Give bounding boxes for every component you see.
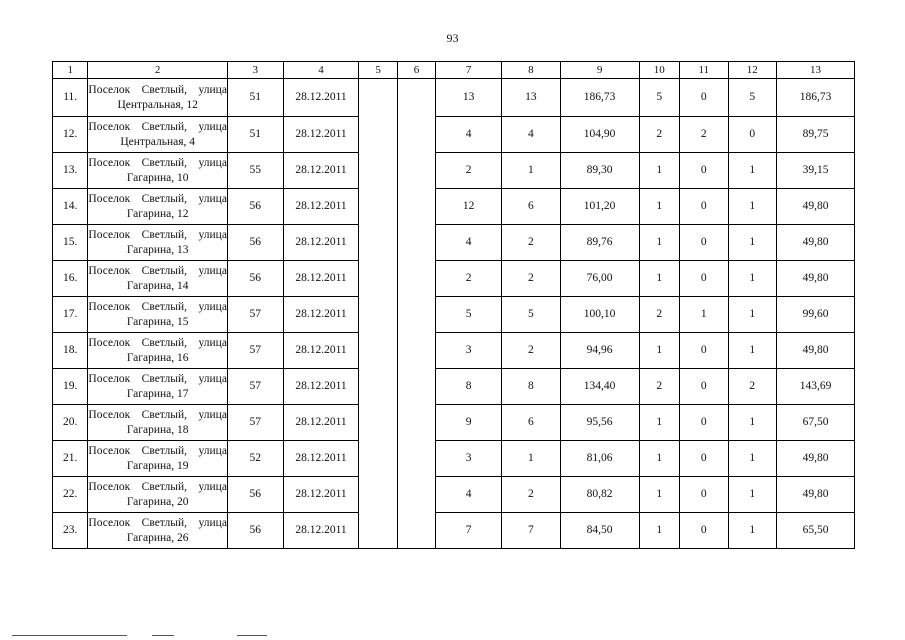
address-cell: [88, 405, 228, 441]
value-cell-c6: [397, 405, 435, 441]
value-cell-c4: 28.12.2011: [283, 261, 359, 297]
value-cell-c11: 2: [679, 117, 728, 153]
value-cell-c8: 13: [501, 79, 560, 117]
value-cell-c6: [397, 369, 435, 405]
address-cell: [88, 153, 228, 189]
column-header: 7: [436, 62, 502, 79]
value-cell-c7: 12: [436, 189, 502, 225]
value-cell-c8: 6: [501, 405, 560, 441]
address-line-1: Поселок Светлый, улица: [88, 408, 227, 421]
address-cell: [88, 333, 228, 369]
column-header: 12: [728, 62, 777, 79]
value-cell-c5: [359, 297, 397, 333]
value-cell-c9: 89,76: [560, 225, 639, 261]
value-cell-c9: 76,00: [560, 261, 639, 297]
value-cell-c10: 1: [639, 441, 679, 477]
table-row: [53, 297, 855, 333]
address-cell: [88, 369, 228, 405]
value-cell-c3: 57: [227, 369, 283, 405]
address-line-1: Поселок Светлый, улица: [88, 192, 227, 205]
value-cell-c10: 1: [639, 189, 679, 225]
value-cell-c3: 51: [227, 79, 283, 117]
value-cell-c11: 0: [679, 369, 728, 405]
value-cell-c5: [359, 513, 397, 549]
column-header: 10: [639, 62, 679, 79]
address-line-2: Гагарина, 13: [126, 243, 189, 256]
value-cell-c12: 1: [728, 297, 777, 333]
footer-line: [152, 635, 174, 636]
address-line-2: Гагарина, 20: [126, 495, 189, 508]
value-cell-c11: 0: [679, 405, 728, 441]
table-row: [53, 261, 855, 297]
value-cell-c3: 56: [227, 189, 283, 225]
table-row: [53, 117, 855, 153]
value-cell-c4: 28.12.2011: [283, 369, 359, 405]
value-cell-c9: 84,50: [560, 513, 639, 549]
value-cell-c11: 0: [679, 513, 728, 549]
value-cell-c3: 56: [227, 477, 283, 513]
value-cell-c3: 56: [227, 513, 283, 549]
value-cell-c4: 28.12.2011: [283, 117, 359, 153]
value-cell-c12: 1: [728, 405, 777, 441]
value-cell-c11: 0: [679, 333, 728, 369]
value-cell-c7: 4: [436, 225, 502, 261]
table-row: [53, 333, 855, 369]
value-cell-c10: 1: [639, 513, 679, 549]
value-cell-c6: [397, 477, 435, 513]
value-cell-c12: 1: [728, 477, 777, 513]
address-line-1: Поселок Светлый, улица: [88, 480, 227, 493]
value-cell-c9: 100,10: [560, 297, 639, 333]
value-cell-c8: 7: [501, 513, 560, 549]
value-cell-c7: 3: [436, 333, 502, 369]
value-cell-c6: [397, 513, 435, 549]
address-line-2: Гагарина, 19: [126, 459, 189, 472]
address-line-1: Поселок Светлый, улица: [88, 120, 227, 133]
value-cell-c8: 1: [501, 153, 560, 189]
value-cell-c11: 1: [679, 297, 728, 333]
address-line-1: Поселок Светлый, улица: [88, 516, 227, 529]
value-cell-c3: 57: [227, 405, 283, 441]
value-cell-c6: [397, 117, 435, 153]
value-cell-c9: 186,73: [560, 79, 639, 117]
value-cell-c12: 1: [728, 441, 777, 477]
address-line-2: Гагарина, 16: [126, 351, 189, 364]
row-number-cell: 15.: [53, 225, 88, 261]
address-cell: [88, 79, 228, 117]
address-cell: [88, 441, 228, 477]
column-header: 5: [359, 62, 397, 79]
value-cell-c9: 101,20: [560, 189, 639, 225]
value-cell-c12: 1: [728, 261, 777, 297]
value-cell-c9: 104,90: [560, 117, 639, 153]
value-cell-c4: 28.12.2011: [283, 513, 359, 549]
value-cell-c12: 1: [728, 225, 777, 261]
address-line-2: Гагарина, 10: [126, 171, 189, 184]
value-cell-c13: 49,80: [777, 261, 855, 297]
value-cell-c9: 80,82: [560, 477, 639, 513]
value-cell-c10: 1: [639, 477, 679, 513]
value-cell-c13: 99,60: [777, 297, 855, 333]
value-cell-c3: 52: [227, 441, 283, 477]
value-cell-c6: [397, 225, 435, 261]
row-number-cell: 12.: [53, 117, 88, 153]
address-line-1: Поселок Светлый, улица: [88, 336, 227, 349]
value-cell-c4: 28.12.2011: [283, 79, 359, 117]
table-row: [53, 441, 855, 477]
value-cell-c7: 2: [436, 261, 502, 297]
value-cell-c8: 5: [501, 297, 560, 333]
table-row: [53, 477, 855, 513]
value-cell-c3: 55: [227, 153, 283, 189]
value-cell-c13: 89,75: [777, 117, 855, 153]
value-cell-c6: [397, 441, 435, 477]
value-cell-c12: 2: [728, 369, 777, 405]
value-cell-c7: 2: [436, 153, 502, 189]
value-cell-c12: 1: [728, 189, 777, 225]
value-cell-c13: 65,50: [777, 513, 855, 549]
value-cell-c9: 81,06: [560, 441, 639, 477]
value-cell-c7: 8: [436, 369, 502, 405]
value-cell-c13: 49,80: [777, 477, 855, 513]
table-row: [53, 153, 855, 189]
value-cell-c8: 2: [501, 333, 560, 369]
row-number-cell: 11.: [53, 79, 88, 117]
value-cell-c9: 95,56: [560, 405, 639, 441]
value-cell-c12: 1: [728, 513, 777, 549]
table-row: [53, 225, 855, 261]
value-cell-c7: 9: [436, 405, 502, 441]
address-line-2: Гагарина, 17: [126, 387, 189, 400]
address-line-2: Центральная, 12: [117, 98, 198, 111]
row-number-cell: 19.: [53, 369, 88, 405]
value-cell-c5: [359, 189, 397, 225]
column-header: 11: [679, 62, 728, 79]
address-line-1: Поселок Светлый, улица: [88, 300, 227, 313]
value-cell-c5: [359, 405, 397, 441]
value-cell-c8: 2: [501, 261, 560, 297]
table-row: [53, 405, 855, 441]
value-cell-c4: 28.12.2011: [283, 405, 359, 441]
value-cell-c3: 51: [227, 117, 283, 153]
address-line-1: Поселок Светлый, улица: [88, 372, 227, 385]
address-line-2: Гагарина, 15: [126, 315, 189, 328]
value-cell-c7: 13: [436, 79, 502, 117]
address-cell: [88, 261, 228, 297]
table-row: [53, 79, 855, 117]
value-cell-c11: 0: [679, 153, 728, 189]
value-cell-c10: 2: [639, 117, 679, 153]
value-cell-c13: 49,80: [777, 225, 855, 261]
value-cell-c13: 49,80: [777, 441, 855, 477]
column-header: 8: [501, 62, 560, 79]
address-line-2: Гагарина, 26: [126, 531, 189, 544]
address-line-1: Поселок Светлый, улица: [88, 444, 227, 457]
column-header: 13: [777, 62, 855, 79]
value-cell-c9: 89,30: [560, 153, 639, 189]
value-cell-c5: [359, 153, 397, 189]
value-cell-c8: 8: [501, 369, 560, 405]
footer-line: [12, 635, 127, 636]
value-cell-c6: [397, 79, 435, 117]
address-cell: [88, 117, 228, 153]
value-cell-c6: [397, 153, 435, 189]
column-header: 6: [397, 62, 435, 79]
table-body: [53, 62, 855, 549]
address-line-1: Поселок Светлый, улица: [88, 83, 227, 96]
value-cell-c9: 134,40: [560, 369, 639, 405]
address-cell: [88, 513, 228, 549]
row-number-cell: 18.: [53, 333, 88, 369]
value-cell-c10: 1: [639, 153, 679, 189]
address-cell: [88, 225, 228, 261]
value-cell-c12: 1: [728, 333, 777, 369]
address-line-2: Гагарина, 12: [126, 207, 189, 220]
value-cell-c6: [397, 333, 435, 369]
value-cell-c7: 5: [436, 297, 502, 333]
footer-scan-marks: [12, 635, 272, 637]
housing-register-table: [52, 61, 855, 549]
value-cell-c5: [359, 441, 397, 477]
value-cell-c11: 0: [679, 79, 728, 117]
value-cell-c10: 5: [639, 79, 679, 117]
value-cell-c9: 94,96: [560, 333, 639, 369]
value-cell-c13: 186,73: [777, 79, 855, 117]
row-number-cell: 20.: [53, 405, 88, 441]
column-header: 9: [560, 62, 639, 79]
address-line-1: Поселок Светлый, улица: [88, 228, 227, 241]
value-cell-c12: 1: [728, 153, 777, 189]
value-cell-c13: 49,80: [777, 189, 855, 225]
value-cell-c6: [397, 261, 435, 297]
value-cell-c7: 3: [436, 441, 502, 477]
value-cell-c7: 7: [436, 513, 502, 549]
value-cell-c3: 57: [227, 297, 283, 333]
value-cell-c3: 56: [227, 261, 283, 297]
value-cell-c12: 0: [728, 117, 777, 153]
value-cell-c10: 1: [639, 225, 679, 261]
value-cell-c4: 28.12.2011: [283, 189, 359, 225]
value-cell-c8: 1: [501, 441, 560, 477]
value-cell-c8: 2: [501, 225, 560, 261]
column-header: 4: [283, 62, 359, 79]
value-cell-c4: 28.12.2011: [283, 297, 359, 333]
value-cell-c13: 39,15: [777, 153, 855, 189]
value-cell-c6: [397, 297, 435, 333]
value-cell-c6: [397, 189, 435, 225]
value-cell-c4: 28.12.2011: [283, 153, 359, 189]
value-cell-c11: 0: [679, 477, 728, 513]
address-cell: [88, 189, 228, 225]
value-cell-c4: 28.12.2011: [283, 333, 359, 369]
address-line-2: Центральная, 4: [120, 135, 196, 148]
value-cell-c10: 2: [639, 369, 679, 405]
value-cell-c11: 0: [679, 441, 728, 477]
address-cell: [88, 297, 228, 333]
value-cell-c3: 57: [227, 333, 283, 369]
page-number: 93: [446, 31, 459, 45]
value-cell-c5: [359, 79, 397, 117]
value-cell-c8: 2: [501, 477, 560, 513]
column-header: 1: [53, 62, 88, 79]
row-number-cell: 23.: [53, 513, 88, 549]
column-header: 2: [88, 62, 228, 79]
value-cell-c13: 67,50: [777, 405, 855, 441]
value-cell-c3: 56: [227, 225, 283, 261]
value-cell-c4: 28.12.2011: [283, 441, 359, 477]
address-line-1: Поселок Светлый, улица: [88, 156, 227, 169]
column-header: 3: [227, 62, 283, 79]
value-cell-c10: 1: [639, 333, 679, 369]
value-cell-c10: 2: [639, 297, 679, 333]
address-line-2: Гагарина, 14: [126, 279, 189, 292]
value-cell-c4: 28.12.2011: [283, 477, 359, 513]
row-number-cell: 22.: [53, 477, 88, 513]
value-cell-c7: 4: [436, 477, 502, 513]
column-number-row: [53, 62, 855, 79]
row-number-cell: 13.: [53, 153, 88, 189]
table-row: [53, 189, 855, 225]
value-cell-c11: 0: [679, 189, 728, 225]
value-cell-c5: [359, 333, 397, 369]
value-cell-c8: 4: [501, 117, 560, 153]
value-cell-c5: [359, 477, 397, 513]
address-line-1: Поселок Светлый, улица: [88, 264, 227, 277]
value-cell-c5: [359, 117, 397, 153]
value-cell-c10: 1: [639, 261, 679, 297]
value-cell-c7: 4: [436, 117, 502, 153]
row-number-cell: 21.: [53, 441, 88, 477]
row-number-cell: 14.: [53, 189, 88, 225]
row-number-cell: 16.: [53, 261, 88, 297]
value-cell-c4: 28.12.2011: [283, 225, 359, 261]
value-cell-c11: 0: [679, 225, 728, 261]
value-cell-c5: [359, 369, 397, 405]
table-row: [53, 513, 855, 549]
footer-line: [237, 635, 267, 636]
address-line-2: Гагарина, 18: [126, 423, 189, 436]
value-cell-c13: 143,69: [777, 369, 855, 405]
value-cell-c5: [359, 261, 397, 297]
value-cell-c13: 49,80: [777, 333, 855, 369]
row-number-cell: 17.: [53, 297, 88, 333]
value-cell-c5: [359, 225, 397, 261]
value-cell-c11: 0: [679, 261, 728, 297]
value-cell-c12: 5: [728, 79, 777, 117]
value-cell-c8: 6: [501, 189, 560, 225]
address-cell: [88, 477, 228, 513]
table-row: [53, 369, 855, 405]
value-cell-c10: 1: [639, 405, 679, 441]
